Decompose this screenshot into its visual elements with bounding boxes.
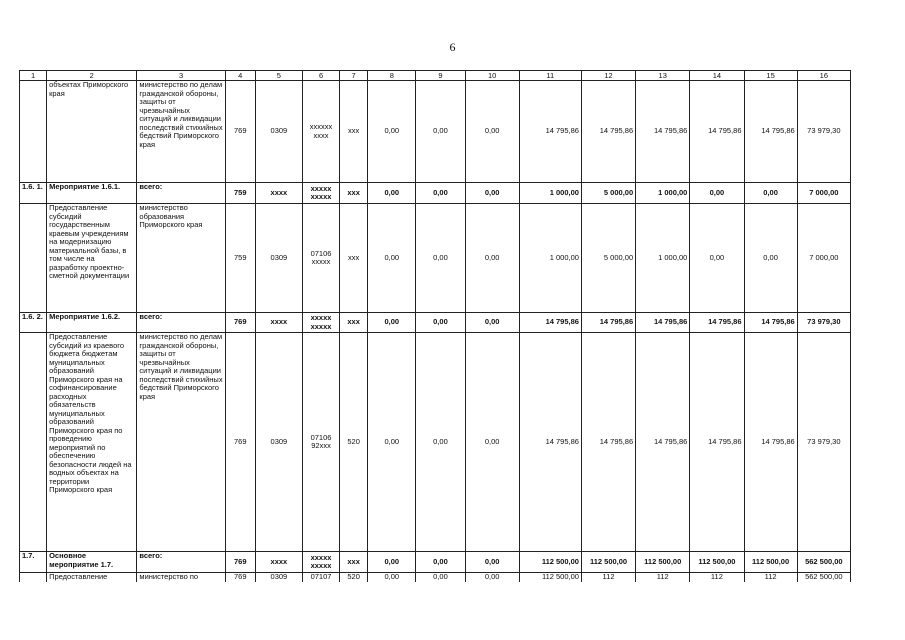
cell-rzpr: xxxx [255,183,302,204]
column-header: 12 [581,71,635,81]
cell-number [20,204,47,313]
cell-executor: министерство образования Приморского края [137,204,225,313]
cell-value: 14 795,86 [690,81,744,183]
cell-number: 1.6. 1. [20,183,47,204]
cell-value: 112 500,00 [636,552,690,573]
cell-value: 14 795,86 [690,333,744,552]
cell-executor: министерство по [137,573,225,583]
cell-name: объектах Приморского края [47,81,137,183]
cell-value: 112 [690,573,744,583]
cell-value: 0,00 [368,552,416,573]
cell-total: 73 979,30 [797,333,850,552]
cell-rzpr: 0309 [255,333,302,552]
cell-value: 0,00 [368,573,416,583]
cell-csr: xxxxx xxxxx [302,552,339,573]
cell-value: 14 795,86 [744,333,797,552]
cell-value: 0,00 [416,552,465,573]
cell-value: 14 795,86 [744,81,797,183]
cell-value: 14 795,86 [690,313,744,333]
table-row [20,183,851,204]
cell-value: 0,00 [368,183,416,204]
cell-csr: 07106 xxxxx [302,204,339,313]
cell-grbs: 769 [225,81,255,183]
cell-value: 14 795,86 [581,81,635,183]
cell-executor: всего: [137,552,225,573]
cell-executor: министерство по делам гражданской обороны, защиты от чрезвычайных ситуаций и ликвидации последствий стихийных бедствий Приморского края [137,81,225,183]
cell-value: 0,00 [465,204,519,313]
cell-rzpr: xxxx [255,313,302,333]
cell-value: 0,00 [368,313,416,333]
column-header: 14 [690,71,744,81]
cell-total: 73 979,30 [797,81,850,183]
cell-value: 1 000,00 [519,204,581,313]
cell-total: 562 500,00 [797,552,850,573]
cell-value: 0,00 [465,552,519,573]
column-header: 7 [340,71,368,81]
cell-executor: министерство по делам гражданской обороны, защиты от чрезвычайных ситуаций и ликвидации последствий стихийных бедствий Приморского края [137,333,225,552]
cell-name: Основное мероприятие 1.7. [47,552,137,573]
cell-grbs: 769 [225,573,255,583]
cell-vr: xxx [340,81,368,183]
cell-value: 0,00 [465,313,519,333]
cell-total: 73 979,30 [797,313,850,333]
column-header: 5 [255,71,302,81]
column-header: 9 [416,71,465,81]
cell-rzpr: xxxx [255,552,302,573]
cell-value: 112 [581,573,635,583]
cell-vr: 520 [340,573,368,583]
cell-vr: 520 [340,333,368,552]
column-header: 6 [302,71,339,81]
cell-vr: xxx [340,204,368,313]
cell-csr: 07107 [302,573,339,583]
budget-table-wrapper [19,70,851,582]
cell-value: 14 795,86 [744,313,797,333]
cell-value: 0,00 [416,333,465,552]
cell-csr: xxxxx xxxxx [302,183,339,204]
cell-value: 0,00 [368,204,416,313]
cell-value: 0,00 [744,183,797,204]
cell-executor: всего: [137,313,225,333]
cell-total: 7 000,00 [797,204,850,313]
cell-vr: xxx [340,313,368,333]
table-row [20,81,851,183]
cell-csr: xxxxxx xxxx [302,81,339,183]
cell-value: 14 795,86 [581,333,635,552]
column-header: 1 [20,71,47,81]
cell-value: 0,00 [368,81,416,183]
column-header: 8 [368,71,416,81]
cell-number: 1.6. 2. [20,313,47,333]
cell-value: 14 795,86 [636,313,690,333]
cell-value: 0,00 [465,183,519,204]
cell-value: 112 500,00 [519,573,581,583]
cell-name: Мероприятие 1.6.2. [47,313,137,333]
cell-value: 1 000,00 [636,204,690,313]
column-header: 2 [47,71,137,81]
column-header: 13 [636,71,690,81]
cell-grbs: 769 [225,552,255,573]
cell-value: 0,00 [416,573,465,583]
cell-value: 0,00 [368,333,416,552]
cell-value: 0,00 [690,183,744,204]
cell-rzpr: 0309 [255,204,302,313]
table-row [20,333,851,552]
cell-value: 112 500,00 [581,552,635,573]
column-header: 11 [519,71,581,81]
cell-number [20,333,47,552]
cell-value: 14 795,86 [519,313,581,333]
column-header: 15 [744,71,797,81]
cell-value: 0,00 [416,204,465,313]
cell-name: Мероприятие 1.6.1. [47,183,137,204]
cell-value: 112 500,00 [744,552,797,573]
header-row [20,71,851,81]
cell-value: 14 795,86 [519,81,581,183]
cell-value: 1 000,00 [519,183,581,204]
cell-value: 112 [636,573,690,583]
cell-value: 5 000,00 [581,183,635,204]
table-row [20,552,851,573]
cell-value: 0,00 [416,313,465,333]
cell-csr: xxxxx xxxxx [302,313,339,333]
table-row [20,313,851,333]
cell-rzpr: 0309 [255,81,302,183]
cell-value: 0,00 [465,81,519,183]
cell-value: 0,00 [416,81,465,183]
cell-csr: 07106 92xxx [302,333,339,552]
cell-value: 1 000,00 [636,183,690,204]
cell-value: 112 [744,573,797,583]
cell-vr: xxx [340,183,368,204]
table-row [20,573,851,583]
column-header: 3 [137,71,225,81]
table-row [20,204,851,313]
cell-number: 1.7. [20,552,47,573]
cell-name: Предоставление субсидий из краевого бюджета бюджетам муниципальных образований Приморского края на софинансирование расходных обязательств муниципальных образований Приморского края по проведению мероприятий по обеспечению безопасности людей на водных объектах на территории Приморского края [47,333,137,552]
cell-value: 0,00 [416,183,465,204]
column-header: 16 [797,71,850,81]
cell-vr: xxx [340,552,368,573]
cell-value: 0,00 [465,333,519,552]
cell-number [20,81,47,183]
cell-name: Предоставление [47,573,137,583]
cell-grbs: 769 [225,313,255,333]
cell-value: 14 795,86 [636,333,690,552]
cell-grbs: 759 [225,204,255,313]
cell-value: 14 795,86 [636,81,690,183]
cell-grbs: 759 [225,183,255,204]
cell-total: 562 500,00 [797,573,850,583]
cell-value: 0,00 [465,573,519,583]
cell-executor: всего: [137,183,225,204]
cell-name: Предоставление субсидий государственным краевым учреждениям на модернизацию материальной базы, в том числе на разработку проектно-сметной документации [47,204,137,313]
cell-value: 112 500,00 [519,552,581,573]
cell-value: 14 795,86 [581,313,635,333]
cell-value: 5 000,00 [581,204,635,313]
budget-table [19,70,851,582]
cell-number [20,573,47,583]
cell-rzpr: 0309 [255,573,302,583]
cell-value: 14 795,86 [519,333,581,552]
page-number: 6 [449,40,456,54]
cell-value: 112 500,00 [690,552,744,573]
cell-value: 0,00 [744,204,797,313]
column-header: 4 [225,71,255,81]
cell-grbs: 769 [225,333,255,552]
column-header: 10 [465,71,519,81]
cell-total: 7 000,00 [797,183,850,204]
cell-value: 0,00 [690,204,744,313]
